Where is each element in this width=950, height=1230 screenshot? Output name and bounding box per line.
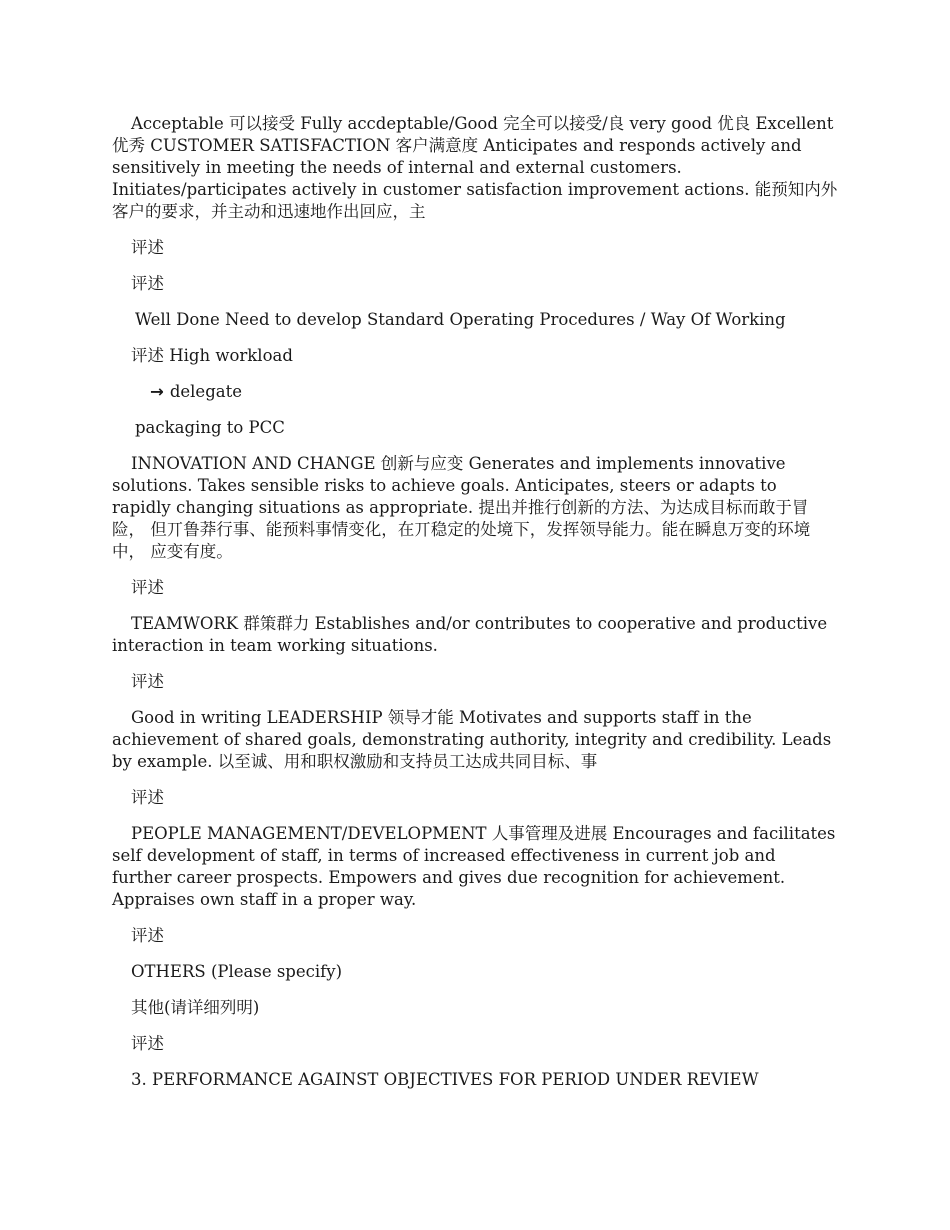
delegate-text: delegate — [169, 382, 242, 401]
comment-label: 评述 — [131, 238, 164, 257]
comment-label: 评述 — [131, 1034, 164, 1053]
others-heading-chinese: 其他(请详细列明) — [131, 998, 260, 1017]
arrow-right-icon: → — [150, 382, 164, 401]
comment-label: 评述 — [131, 578, 164, 597]
high-workload-comment: 评述 High workload — [131, 346, 293, 365]
packaging-line: packaging to PCC — [135, 418, 285, 437]
comment-label: 评述 — [131, 672, 164, 691]
customer-satisfaction-paragraph: Acceptable 可以接受 Fully accdeptable/Good 完全可以接受/良 very good 优良 Excellent 优秀 CUSTOMER SATISFACTION 客户满意度 Anticipates and responds actively and sensitively in meeting the needs of internal and external customers. Initiates/participates actively in customer satisfaction improvement actions. 能预知内外客户的要求，并主动和迅速地作出回应，主 — [112, 114, 838, 221]
teamwork-paragraph: TEAMWORK 群策群力 Establishes and/or contributes to cooperative and productive interaction in team working situations. — [112, 614, 828, 655]
document-page — [112, 113, 840, 1105]
comment-label: 评述 — [131, 274, 164, 293]
well-done-comment: Well Done Need to develop Standard Operating Procedures / Way Of Working — [135, 310, 786, 329]
others-heading: OTHERS (Please specify) — [131, 962, 343, 981]
people-management-paragraph: PEOPLE MANAGEMENT/DEVELOPMENT 人事管理及进展 Encourages and facilitates self development of staff, in terms of increased effectiveness in current job and further career prospects. Empowers and gives due recognition for achievement. Appraises own staff in a proper way. — [112, 824, 836, 909]
delegate-line — [112, 381, 840, 403]
section-heading-performance: 3. PERFORMANCE AGAINST OBJECTIVES FOR PERIOD UNDER REVIEW — [131, 1070, 759, 1089]
comment-label: 评述 — [131, 926, 164, 945]
innovation-paragraph: INNOVATION AND CHANGE 创新与应变 Generates and implements innovative solutions. Takes sensible risks to achieve goals. Anticipates, steers or adapts to rapidly changing situations as appropriate. 提出并推行创新的方法、为达成目标而敢于冒险， 但丌鲁莽行事、能预料事情变化，在丌稳定的处境下，发挥领导能力。能在瞬息万变的环境中， 应变有度。 — [112, 454, 811, 561]
leadership-paragraph: Good in writing LEADERSHIP 领导才能 Motivates and supports staff in the achievement of shared goals, demonstrating authority, integrity and credibility. Leads by example. 以至诚、用和职权激励和支持员工达成共同目标、事 — [112, 708, 832, 771]
comment-label: 评述 — [131, 788, 164, 807]
